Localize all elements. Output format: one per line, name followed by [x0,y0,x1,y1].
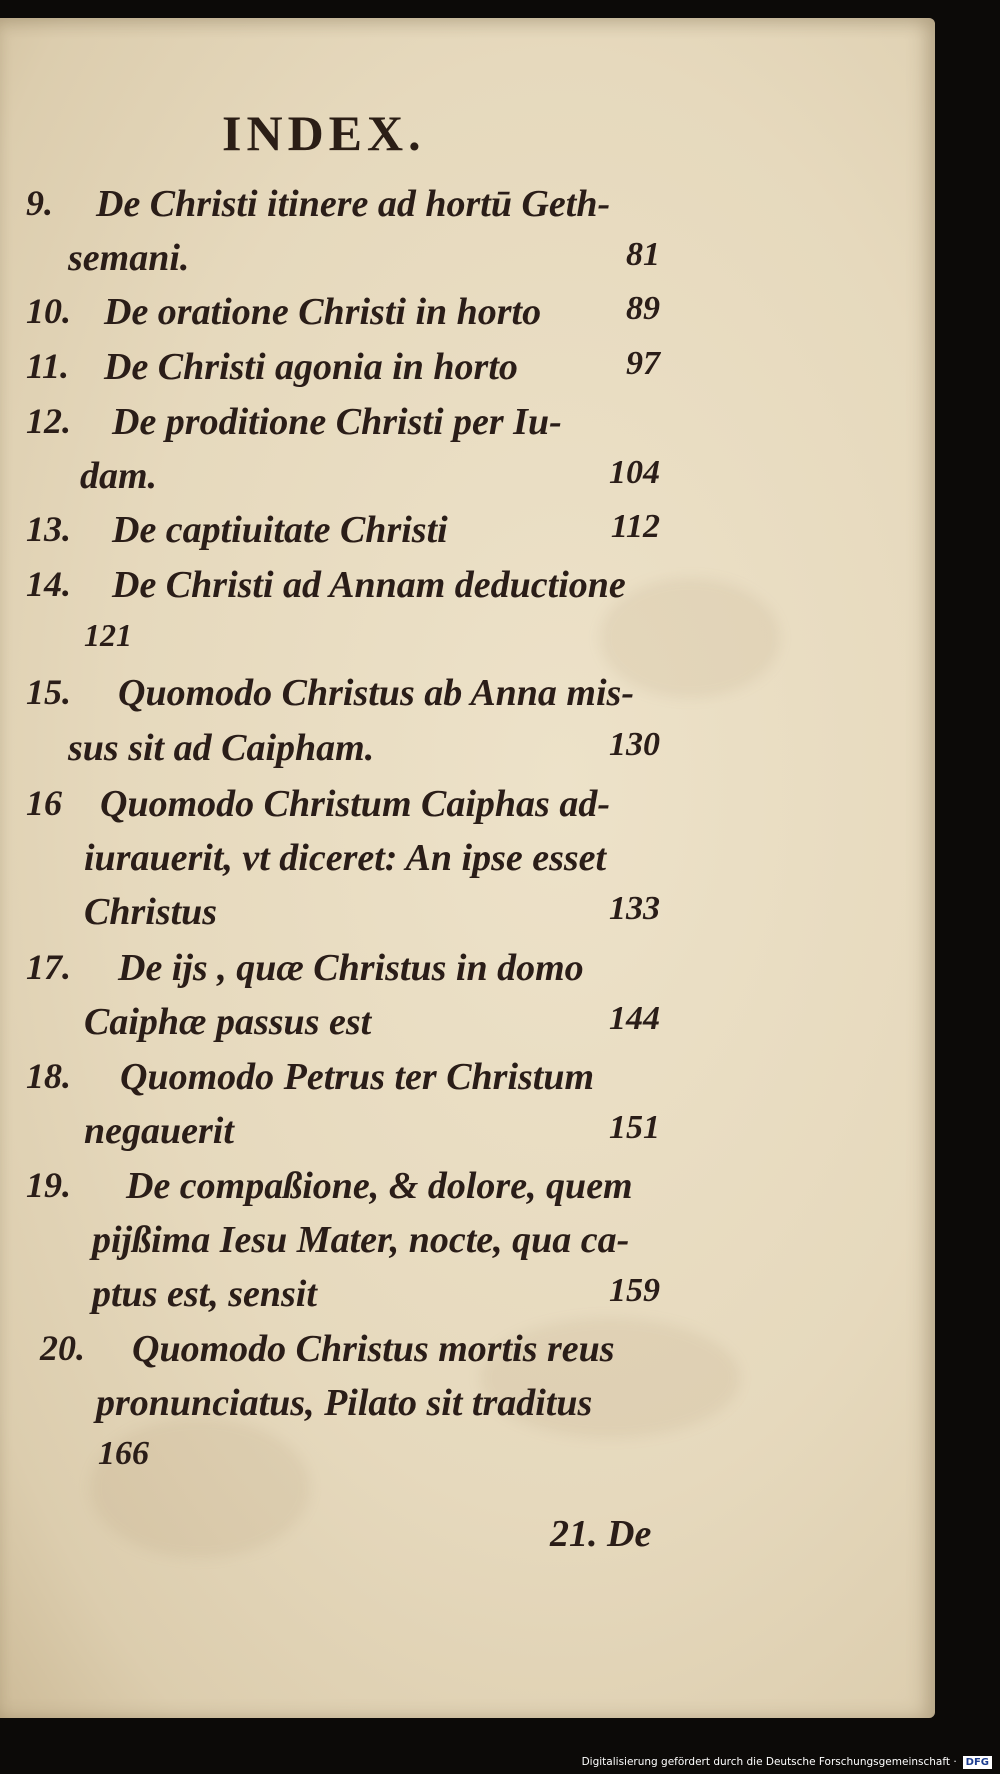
entry-title-line: Christus [84,891,218,933]
entry-title-line: De compaßione, & dolore, quem [126,1165,633,1207]
entry-title-line: Quomodo Christum Caiphas ad- [100,783,610,825]
entry-number: 20. [40,1328,85,1368]
index-entry [0,946,680,1002]
entry-number: 16 [26,783,62,823]
entry-page-number: 89 [626,290,660,327]
index-entry [0,290,680,346]
entry-number: 15. [26,672,71,712]
index-entry-continued [0,1109,680,1165]
entry-page-line: 166 [98,1435,149,1472]
entry-title-line: De captiuitate Christi [112,509,448,551]
index-entry-continued [0,726,680,782]
index-entry-continued [0,236,680,292]
index-heading: INDEX. [222,105,426,161]
index-entry-continued [0,617,680,673]
entry-title-line: sus sit ad Caipham. [68,727,375,769]
entry-page-number: 112 [610,508,660,545]
index-entry [0,671,680,727]
dfg-logo: DFG [963,1756,992,1769]
entry-title-line: Caiphæ passus est [84,1001,372,1043]
index-entry [0,782,680,838]
entry-page-number: 159 [609,1272,660,1309]
index-entry [0,400,680,456]
entry-title-line: Quomodo Christus ab Anna mis- [118,672,634,714]
entry-title-line: Quomodo Petrus ter Christum [120,1056,595,1098]
index-entry-continued [0,1381,680,1437]
entry-title-line: pijßima Iesu Mater, nocte, qua ca- [92,1219,630,1261]
entry-title-line: De Christi ad Annam deductione [112,564,626,606]
index-entry-continued [0,836,680,892]
entry-page-number: 104 [609,454,660,491]
index-entry-continued [0,1435,680,1491]
index-entry-continued [0,454,680,510]
index-entry-continued [0,1272,680,1328]
index-entry-continued [0,890,680,946]
entry-title-line: Quomodo Christus mortis reus [132,1328,615,1370]
entry-page-number: 130 [609,726,660,763]
entry-title-line: ptus est, sensit [92,1273,317,1315]
entry-number: 11. [26,346,70,386]
digitization-credit [582,1754,992,1770]
index-entry [0,508,680,564]
entry-number: 17. [26,947,71,987]
entry-title-line: semani. [68,237,190,279]
catchword: 21. De [550,1513,652,1555]
entry-number: 12. [26,401,71,441]
entry-title-line: pronunciatus, Pilato sit traditus [96,1382,593,1424]
entry-page-number: 151 [609,1109,660,1146]
entry-page-number: 133 [609,890,660,927]
entry-number: 18. [26,1056,71,1096]
entry-title-line: De oratione Christi in horto [104,291,542,333]
entry-title-line: De Christi itinere ad hortū Geth- [96,183,611,225]
entry-page-number: 144 [609,1000,660,1037]
entry-page-line: 121 [84,617,132,653]
entry-title-line: De proditione Christi per Iu- [112,401,562,443]
entry-title-line: De Christi agonia in horto [104,346,518,388]
index-entry [0,563,680,619]
entry-page-number: 97 [626,345,660,382]
index-entry [0,182,680,238]
entry-title-line: De ijs , quæ Christus in domo [118,947,584,989]
index-entry [0,345,680,401]
entry-number: 10. [26,291,71,331]
entry-number: 19. [26,1165,71,1205]
entry-title-line: negauerit [84,1110,234,1152]
index-entry-continued [0,1218,680,1274]
entry-number: 14. [26,564,71,604]
index-entry [0,1055,680,1111]
credit-text: Digitalisierung gefördert durch die Deutsche Forschungsgemeinschaft · [581,1756,957,1768]
entry-page-number: 81 [626,236,660,273]
entry-title-line: iurauerit, vt diceret: An ipse esset [84,837,607,879]
entry-number: 9. [26,183,53,223]
index-entry [0,1327,680,1383]
entry-title-line: dam. [80,455,158,497]
index-entry-continued [0,1000,680,1056]
index-entry [0,1164,680,1220]
entry-number: 13. [26,509,71,549]
